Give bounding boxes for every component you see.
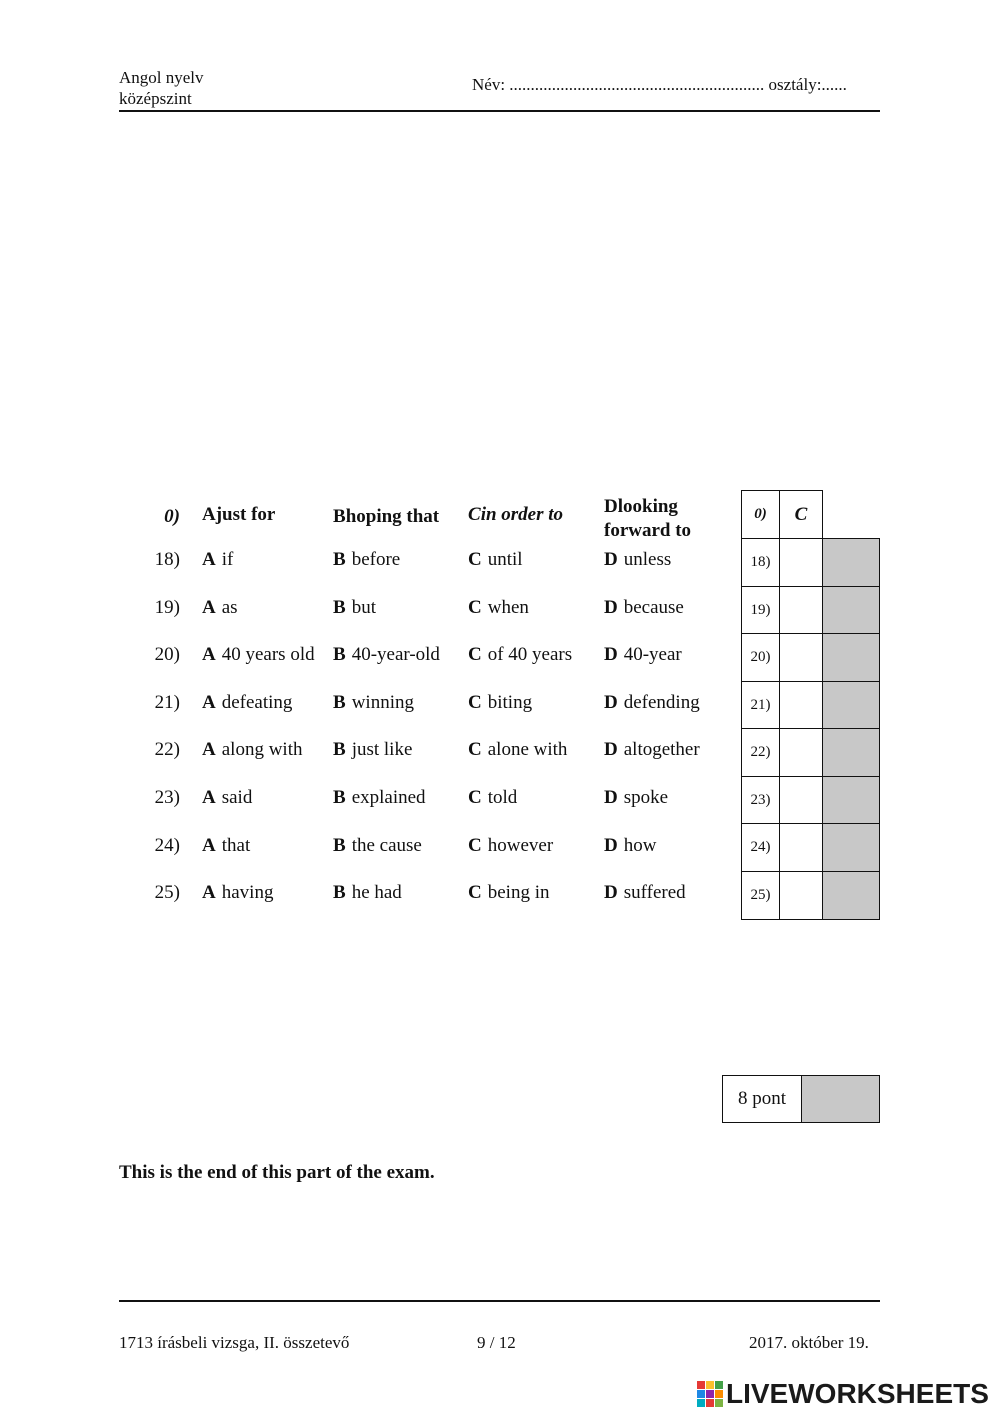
answer-number-cell: 25) bbox=[741, 871, 780, 920]
option-d bbox=[604, 691, 700, 715]
option-text: because bbox=[623, 597, 684, 618]
option-d bbox=[604, 834, 656, 858]
answer-example-number: 0) bbox=[741, 490, 780, 539]
option-letter: D bbox=[604, 739, 618, 760]
answer-number-cell: 18) bbox=[741, 538, 780, 587]
logo-grid-icon bbox=[697, 1381, 723, 1407]
option-letter: C bbox=[468, 692, 482, 713]
answer-input-cell[interactable] bbox=[779, 633, 823, 682]
answer-number-cell: 24) bbox=[741, 823, 780, 872]
option-letter: D bbox=[604, 835, 618, 856]
option-text: spoke bbox=[623, 787, 669, 808]
option-text: having bbox=[221, 882, 274, 903]
score-cell bbox=[822, 633, 880, 682]
option-letter: C bbox=[468, 549, 482, 570]
option-letter: D bbox=[604, 644, 618, 665]
option-a bbox=[202, 786, 252, 810]
option-letter: A bbox=[202, 835, 216, 856]
option-a bbox=[202, 643, 315, 667]
option-text: 40-year-old bbox=[351, 644, 440, 665]
score-cell bbox=[822, 538, 880, 587]
answer-number-cell: 20) bbox=[741, 633, 780, 682]
question-number: 24) bbox=[154, 835, 180, 856]
option-c bbox=[468, 786, 517, 810]
option-text: until bbox=[487, 549, 523, 570]
option-text: 40 years old bbox=[221, 644, 315, 665]
option-letter: B bbox=[333, 644, 346, 665]
option-text: hoping that bbox=[345, 506, 440, 527]
option-text: defending bbox=[623, 692, 700, 713]
option-text: winning bbox=[351, 692, 414, 713]
option-b bbox=[333, 786, 426, 810]
option-text: as bbox=[221, 597, 238, 618]
answer-input-cell[interactable] bbox=[779, 586, 823, 635]
footer-rule bbox=[119, 1300, 880, 1302]
option-letter: D bbox=[604, 882, 618, 903]
question-number: 25) bbox=[154, 882, 180, 903]
footer-page-number: 9 / 12 bbox=[477, 1333, 516, 1352]
answer-input-cell[interactable] bbox=[779, 538, 823, 587]
score-cell bbox=[822, 728, 880, 777]
question-number: 18) bbox=[154, 549, 180, 570]
option-d bbox=[604, 738, 700, 762]
question-row bbox=[0, 738, 740, 778]
option-b bbox=[333, 691, 414, 715]
option-a bbox=[202, 881, 273, 905]
answer-input-cell[interactable] bbox=[779, 871, 823, 920]
answer-input-cell[interactable] bbox=[779, 728, 823, 777]
option-letter: C bbox=[468, 787, 482, 808]
option-letter: A bbox=[202, 597, 216, 618]
question-row bbox=[0, 548, 740, 588]
end-of-part-text: This is the end of this part of the exam. bbox=[119, 1162, 435, 1183]
score-cell bbox=[822, 776, 880, 825]
answer-input-cell[interactable] bbox=[779, 776, 823, 825]
option-letter: D bbox=[604, 787, 618, 808]
answer-number-cell: 22) bbox=[741, 728, 780, 777]
score-label: 8 pont bbox=[722, 1075, 802, 1123]
option-letter: A bbox=[202, 787, 216, 808]
question-row bbox=[0, 834, 740, 874]
question-number: 19) bbox=[154, 597, 180, 618]
question-row bbox=[0, 881, 740, 921]
answer-input-cell[interactable] bbox=[779, 823, 823, 872]
option-c bbox=[468, 548, 523, 572]
option-text: before bbox=[351, 549, 401, 570]
option-letter: B bbox=[333, 506, 346, 527]
option-d bbox=[604, 548, 671, 572]
liveworksheets-logo bbox=[697, 1380, 989, 1408]
option-text: alone with bbox=[487, 739, 568, 760]
option-text: defeating bbox=[221, 692, 293, 713]
option-text: looking bbox=[617, 496, 678, 517]
option-d bbox=[604, 786, 668, 810]
option-d bbox=[604, 643, 682, 667]
answer-input-cell[interactable] bbox=[779, 681, 823, 730]
option-text: said bbox=[221, 787, 253, 808]
logo-text: LIVEWORKSHEETS bbox=[726, 1378, 989, 1409]
subject-language: Angol nyelv bbox=[119, 68, 204, 87]
option-letter: D bbox=[604, 496, 618, 517]
option-text: of 40 years bbox=[487, 644, 573, 665]
option-text: along with bbox=[221, 739, 303, 760]
question-number: 21) bbox=[154, 692, 180, 713]
option-text: explained bbox=[351, 787, 426, 808]
option-letter: B bbox=[333, 787, 346, 808]
question-row bbox=[0, 596, 740, 636]
option-text: just for bbox=[215, 504, 276, 525]
answer-number-cell: 21) bbox=[741, 681, 780, 730]
option-a bbox=[202, 738, 302, 762]
question-row bbox=[0, 691, 740, 731]
option-text: suffered bbox=[623, 882, 686, 903]
option-c bbox=[468, 596, 529, 620]
option-text: that bbox=[221, 835, 251, 856]
option-a bbox=[202, 596, 238, 620]
option-letter: C bbox=[468, 882, 482, 903]
question-number: 22) bbox=[154, 739, 180, 760]
option-text: 40-year bbox=[623, 644, 682, 665]
option-d bbox=[604, 596, 684, 620]
option-letter: A bbox=[202, 882, 216, 903]
header-rule bbox=[119, 110, 880, 112]
option-letter: B bbox=[333, 549, 346, 570]
score-cell bbox=[822, 586, 880, 635]
option-text: told bbox=[487, 787, 518, 808]
option-letter: A bbox=[202, 692, 216, 713]
example-option-c bbox=[468, 503, 563, 527]
option-text: if bbox=[221, 549, 234, 570]
option-letter: B bbox=[333, 882, 346, 903]
answer-number-cell: 23) bbox=[741, 776, 780, 825]
option-letter: D bbox=[604, 692, 618, 713]
option-text-line2: forward to bbox=[604, 520, 692, 541]
question-row bbox=[0, 643, 740, 683]
option-text: when bbox=[487, 597, 529, 618]
example-option-a bbox=[202, 503, 275, 527]
option-d bbox=[604, 881, 686, 905]
option-text: altogether bbox=[623, 739, 700, 760]
header-subject bbox=[119, 67, 204, 109]
option-c bbox=[468, 834, 553, 858]
answer-number-cell: 19) bbox=[741, 586, 780, 635]
option-text: being in bbox=[487, 882, 550, 903]
option-letter: C bbox=[468, 644, 482, 665]
score-cell bbox=[822, 681, 880, 730]
option-letter: B bbox=[333, 835, 346, 856]
option-text: however bbox=[487, 835, 554, 856]
name-class-field: Név: ............................................................ osztály:...... bbox=[472, 75, 847, 94]
option-text: just like bbox=[351, 739, 413, 760]
score-box bbox=[801, 1075, 880, 1123]
footer-date: 2017. október 19. bbox=[749, 1333, 869, 1352]
option-text: unless bbox=[623, 549, 672, 570]
option-b bbox=[333, 738, 412, 762]
option-letter: D bbox=[604, 549, 618, 570]
subject-level: középszint bbox=[119, 89, 192, 108]
option-text: the cause bbox=[351, 835, 422, 856]
score-cell bbox=[822, 871, 880, 920]
option-letter: B bbox=[333, 739, 346, 760]
option-a bbox=[202, 548, 233, 572]
example-row bbox=[0, 496, 740, 543]
option-a bbox=[202, 691, 292, 715]
option-letter: A bbox=[202, 644, 216, 665]
option-letter: C bbox=[468, 597, 482, 618]
option-letter: A bbox=[202, 739, 216, 760]
example-option-b bbox=[333, 505, 439, 529]
option-letter: C bbox=[468, 504, 481, 525]
example-option-d bbox=[604, 495, 691, 543]
option-letter: B bbox=[333, 692, 346, 713]
option-a bbox=[202, 834, 250, 858]
option-letter: B bbox=[333, 597, 346, 618]
option-b bbox=[333, 834, 422, 858]
question-row bbox=[0, 786, 740, 826]
footer-exam-code: 1713 írásbeli vizsga, II. összetevő bbox=[119, 1333, 350, 1352]
option-text: biting bbox=[487, 692, 533, 713]
option-c bbox=[468, 691, 532, 715]
option-b bbox=[333, 596, 376, 620]
question-number: 23) bbox=[154, 787, 180, 808]
option-letter: C bbox=[468, 739, 482, 760]
option-letter: D bbox=[604, 597, 618, 618]
option-text: but bbox=[351, 597, 376, 618]
option-b bbox=[333, 548, 400, 572]
option-c bbox=[468, 881, 549, 905]
option-letter: A bbox=[202, 549, 216, 570]
question-number: 20) bbox=[154, 644, 180, 665]
option-letter: C bbox=[468, 835, 482, 856]
option-b bbox=[333, 881, 402, 905]
option-b bbox=[333, 643, 440, 667]
option-c bbox=[468, 738, 567, 762]
option-letter: A bbox=[202, 504, 216, 525]
score-cell bbox=[822, 823, 880, 872]
option-text: how bbox=[623, 835, 657, 856]
option-text: he had bbox=[351, 882, 402, 903]
answer-example-value: C bbox=[779, 490, 823, 539]
option-text: in order to bbox=[480, 504, 564, 525]
option-c bbox=[468, 643, 572, 667]
example-number: 0) bbox=[164, 506, 180, 527]
